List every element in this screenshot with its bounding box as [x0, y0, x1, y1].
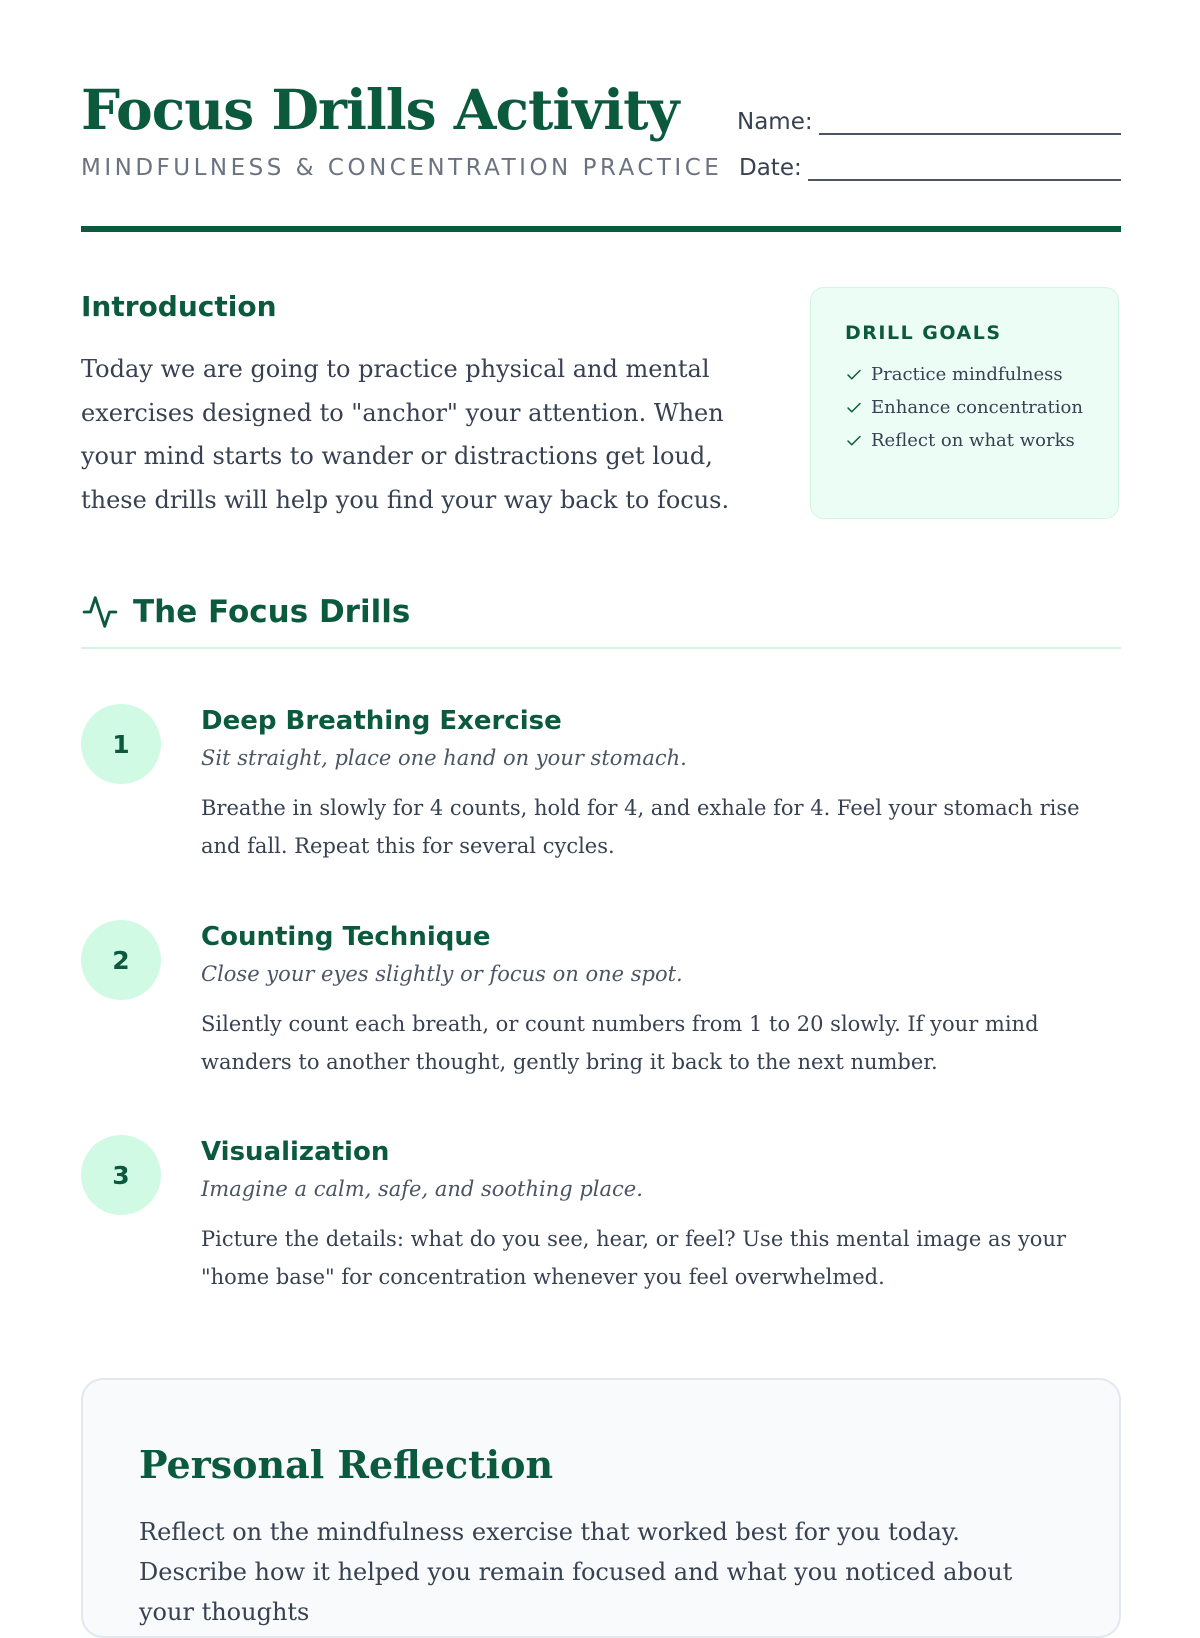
- drill-number-badge: 3: [81, 1135, 161, 1215]
- drill-subtitle: Close your eyes slightly or focus on one spot.: [201, 962, 683, 986]
- drill-goal-item: [845, 424, 1118, 457]
- drill-item: [81, 1135, 1121, 1315]
- drill-subtitle: Sit straight, place one hand on your stomach.: [201, 746, 687, 770]
- pulse-icon: [81, 593, 119, 631]
- drill-goals-list: [845, 358, 1118, 457]
- drill-goal-item: [845, 391, 1118, 424]
- drill-title: Counting Technique: [201, 922, 491, 952]
- drill-goal-label: Reflect on what works: [871, 430, 1075, 451]
- name-field[interactable]: [737, 109, 1121, 135]
- reflection-title: Personal Reflection: [139, 1442, 554, 1487]
- name-label: Name:: [737, 109, 813, 135]
- page-title: Focus Drills Activity: [81, 77, 679, 142]
- drill-number-badge: 1: [81, 704, 161, 784]
- check-icon: [845, 399, 863, 417]
- header-divider: [81, 226, 1121, 232]
- check-icon: [845, 432, 863, 450]
- date-input-line[interactable]: [808, 157, 1121, 181]
- reflection-prompt: Reflect on the mindfulness exercise that worked best for you today. Describe how it helped you remain focused and what you noticed about your thoughts: [139, 1518, 1013, 1626]
- name-input-line[interactable]: [819, 111, 1121, 135]
- drill-goal-item: [845, 358, 1118, 391]
- drill-title: Visualization: [201, 1137, 390, 1167]
- personal-reflection-box: [81, 1378, 1121, 1638]
- drill-description: Picture the details: what do you see, hear, or feel? Use this mental image as your "home base" for concentration whenever you feel overwhelmed.: [201, 1227, 1067, 1289]
- drill-goal-label: Practice mindfulness: [871, 364, 1063, 385]
- drill-item: [81, 704, 1121, 884]
- drill-subtitle: Imagine a calm, safe, and soothing place.: [201, 1177, 643, 1201]
- drill-goals-title: DRILL GOALS: [845, 322, 1002, 344]
- date-field[interactable]: [739, 155, 1121, 181]
- focus-drills-divider: [81, 647, 1121, 649]
- drill-description: Breathe in slowly for 4 counts, hold for 4, and exhale for 4. Feel your stomach rise and fall. Repeat this for several cycles.: [201, 796, 1080, 858]
- drill-description: Silently count each breath, or count numbers from 1 to 20 slowly. If your mind wanders to another thought, gently bring it back to the next number.: [201, 1012, 1039, 1074]
- drill-goals-box: [810, 287, 1119, 519]
- drill-title: Deep Breathing Exercise: [201, 706, 562, 736]
- focus-drills-title: The Focus Drills: [133, 594, 411, 630]
- intro-text: Today we are going to practice physical and mental exercises designed to "anchor" your attention. When your mind starts to wander or distractions get loud, these drills will help you find your way back to focus.: [81, 355, 730, 514]
- drill-item: [81, 920, 1121, 1100]
- date-label: Date:: [739, 155, 802, 181]
- worksheet-page: [81, 0, 1121, 1626]
- drill-number-badge: 2: [81, 920, 161, 1000]
- page-subtitle: MINDFULNESS & CONCENTRATION PRACTICE: [81, 155, 723, 181]
- focus-drills-heading: [81, 590, 410, 634]
- intro-heading: Introduction: [81, 290, 277, 323]
- page-header: [81, 76, 1121, 236]
- check-icon: [845, 366, 863, 384]
- drill-goal-label: Enhance concentration: [871, 397, 1083, 418]
